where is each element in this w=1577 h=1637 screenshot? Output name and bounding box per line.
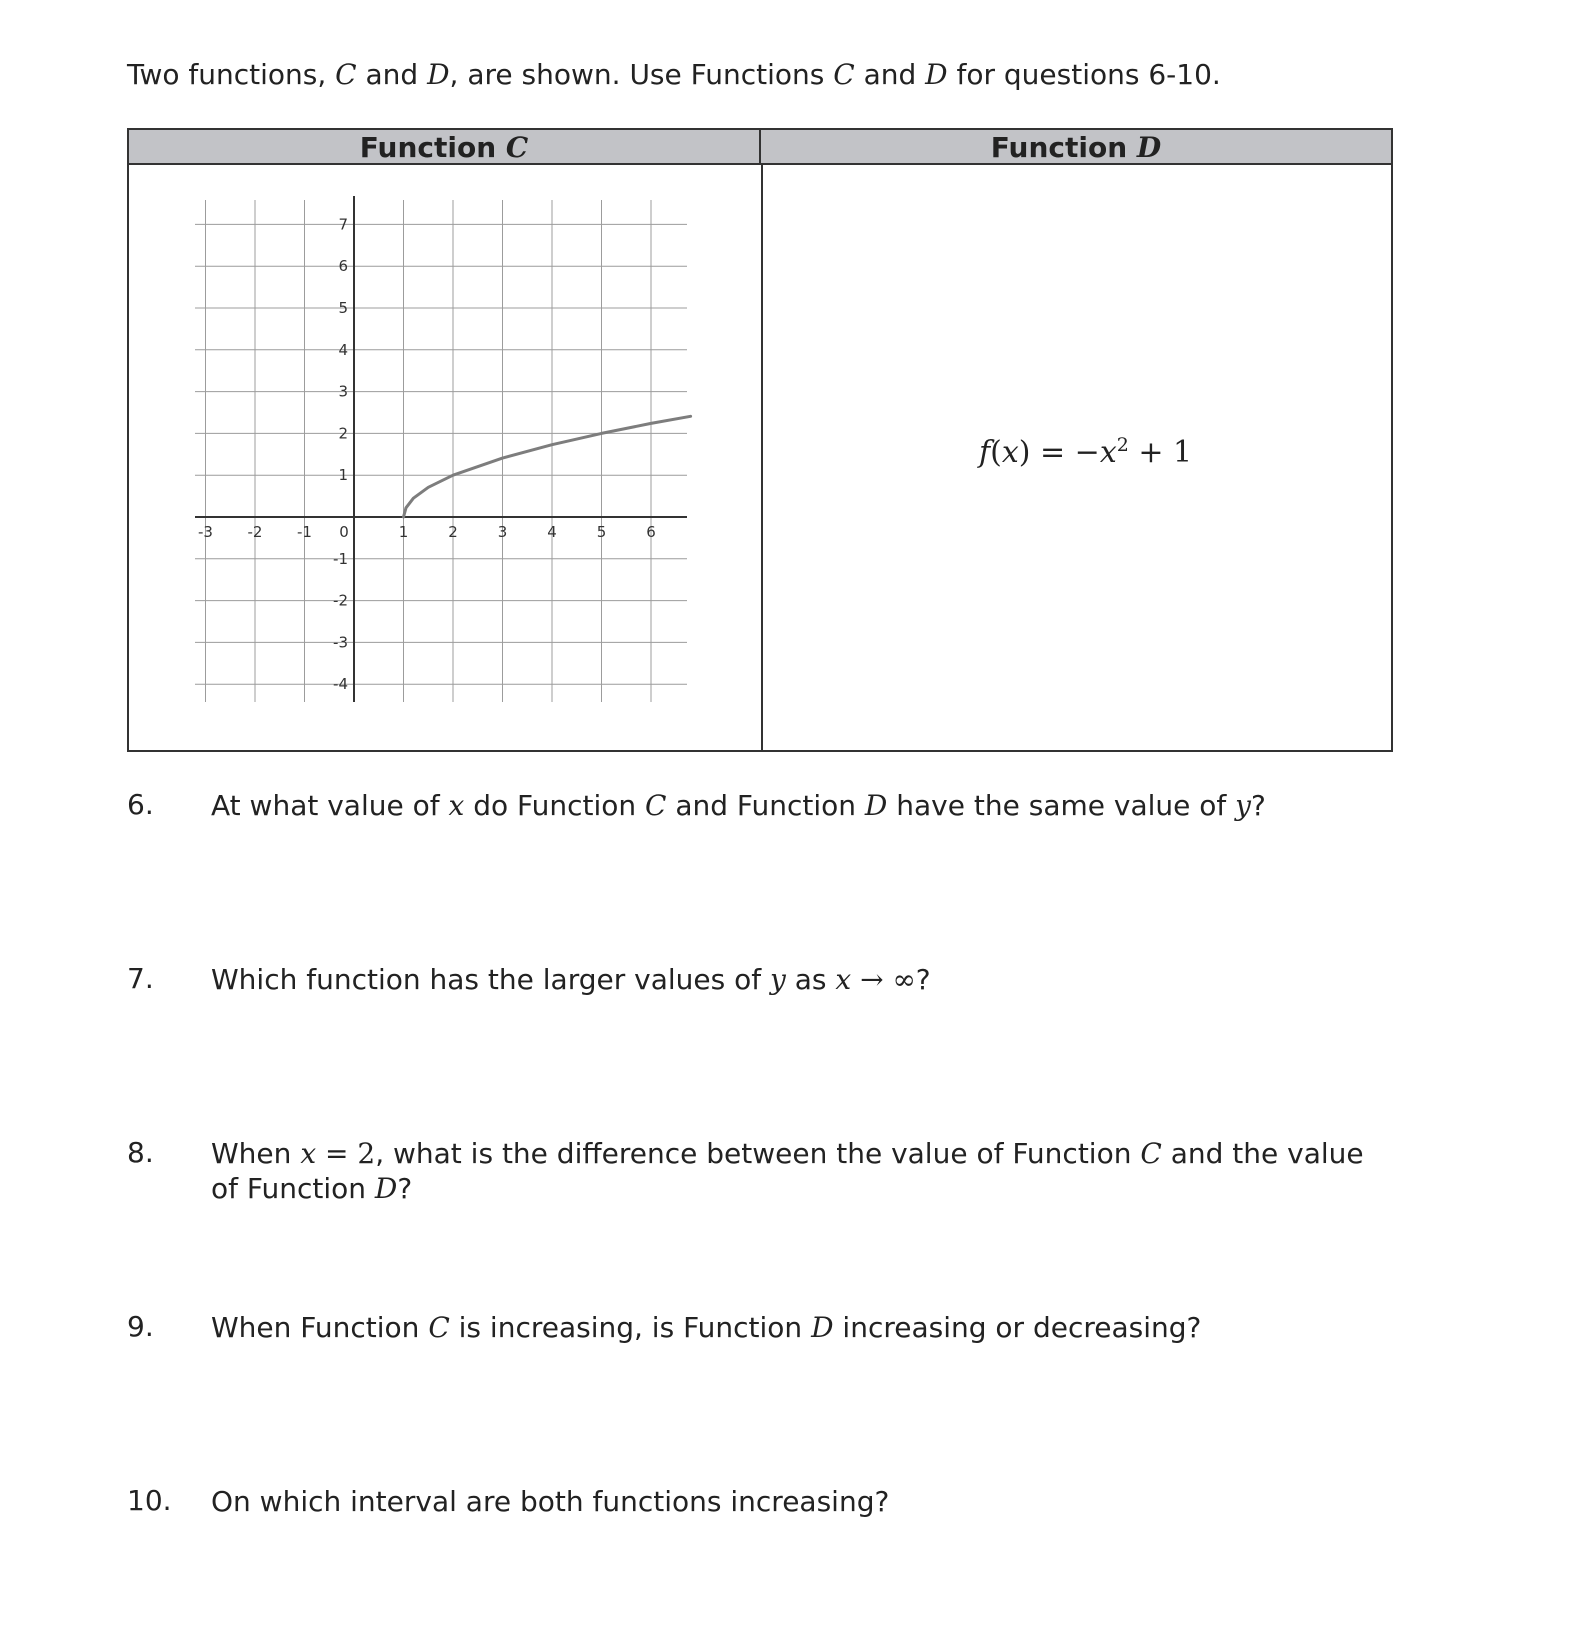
intro-text bbox=[127, 58, 1221, 91]
intro-part: , are shown. Use Functions bbox=[449, 58, 834, 91]
y-tick-label: -1 bbox=[333, 549, 348, 568]
question-number: 9. bbox=[127, 1310, 154, 1343]
x-tick-label: 0 bbox=[339, 523, 349, 541]
y-tick-label: 1 bbox=[338, 466, 348, 485]
formula-eq: = − bbox=[1030, 435, 1100, 470]
question-text: On which interval are both functions increasing? bbox=[211, 1485, 890, 1518]
x-tick-label: 3 bbox=[497, 523, 508, 541]
function-d-formula: $f(x) = -x^2 + 1$ bbox=[979, 434, 1193, 470]
x-tick-label: 5 bbox=[596, 523, 607, 541]
x-tick-label: -2 bbox=[247, 523, 263, 541]
question-number: 8. bbox=[127, 1136, 154, 1169]
x-tick-label: 6 bbox=[646, 523, 656, 541]
y-tick-label: 2 bbox=[338, 424, 348, 443]
formula-x: x bbox=[1099, 435, 1117, 470]
intro-part: for questions 6-10. bbox=[947, 58, 1221, 91]
question-text: At what value of x do Function C and Function D have the same value of y? bbox=[211, 789, 1266, 822]
intro-part: and bbox=[356, 58, 428, 91]
header-label: Function bbox=[359, 131, 506, 164]
function-c-curve bbox=[404, 416, 691, 517]
var-d: D bbox=[925, 58, 948, 91]
var-c: C bbox=[833, 58, 855, 91]
question-text: When x = 2, what is the difference between the value of Function C and the value of Function D? bbox=[211, 1137, 1364, 1205]
formula-exponent: 2 bbox=[1116, 434, 1129, 456]
y-tick-label: -4 bbox=[333, 675, 348, 694]
y-tick-label: -2 bbox=[333, 591, 348, 610]
x-tick-label: 4 bbox=[547, 523, 557, 541]
question-number: 6. bbox=[127, 788, 154, 821]
x-tick-label: -1 bbox=[297, 523, 312, 541]
formula-f: f bbox=[979, 435, 991, 470]
y-tick-label: 3 bbox=[338, 382, 348, 401]
y-tick-label: 7 bbox=[338, 215, 348, 234]
intro-part: and bbox=[854, 58, 926, 91]
function-c-graph bbox=[129, 130, 761, 750]
header-function-d bbox=[761, 130, 1391, 165]
var-c: C bbox=[335, 58, 357, 91]
var-d: D bbox=[1136, 131, 1162, 164]
y-tick-label: 4 bbox=[338, 340, 348, 359]
header-label: Function bbox=[990, 131, 1137, 164]
var-c: C bbox=[505, 131, 529, 164]
x-tick-label: 1 bbox=[398, 523, 409, 541]
column-divider bbox=[761, 165, 763, 750]
intro-part: Two functions, bbox=[127, 58, 336, 91]
question-number: 7. bbox=[127, 962, 154, 995]
formula-tail: + 1 bbox=[1128, 435, 1193, 470]
y-tick-label: 6 bbox=[338, 257, 348, 276]
question-text: Which function has the larger values of y as x → ∞? bbox=[211, 963, 931, 996]
x-tick-label: -3 bbox=[198, 523, 213, 541]
y-tick-label: 5 bbox=[338, 299, 348, 317]
question-number: 10. bbox=[127, 1484, 172, 1517]
y-tick-label: -3 bbox=[333, 633, 348, 652]
var-d: D bbox=[427, 58, 450, 91]
x-tick-label: 2 bbox=[448, 523, 458, 541]
question-text: When Function C is increasing, is Function D increasing or decreasing? bbox=[211, 1311, 1202, 1344]
functions-table bbox=[127, 128, 1393, 752]
